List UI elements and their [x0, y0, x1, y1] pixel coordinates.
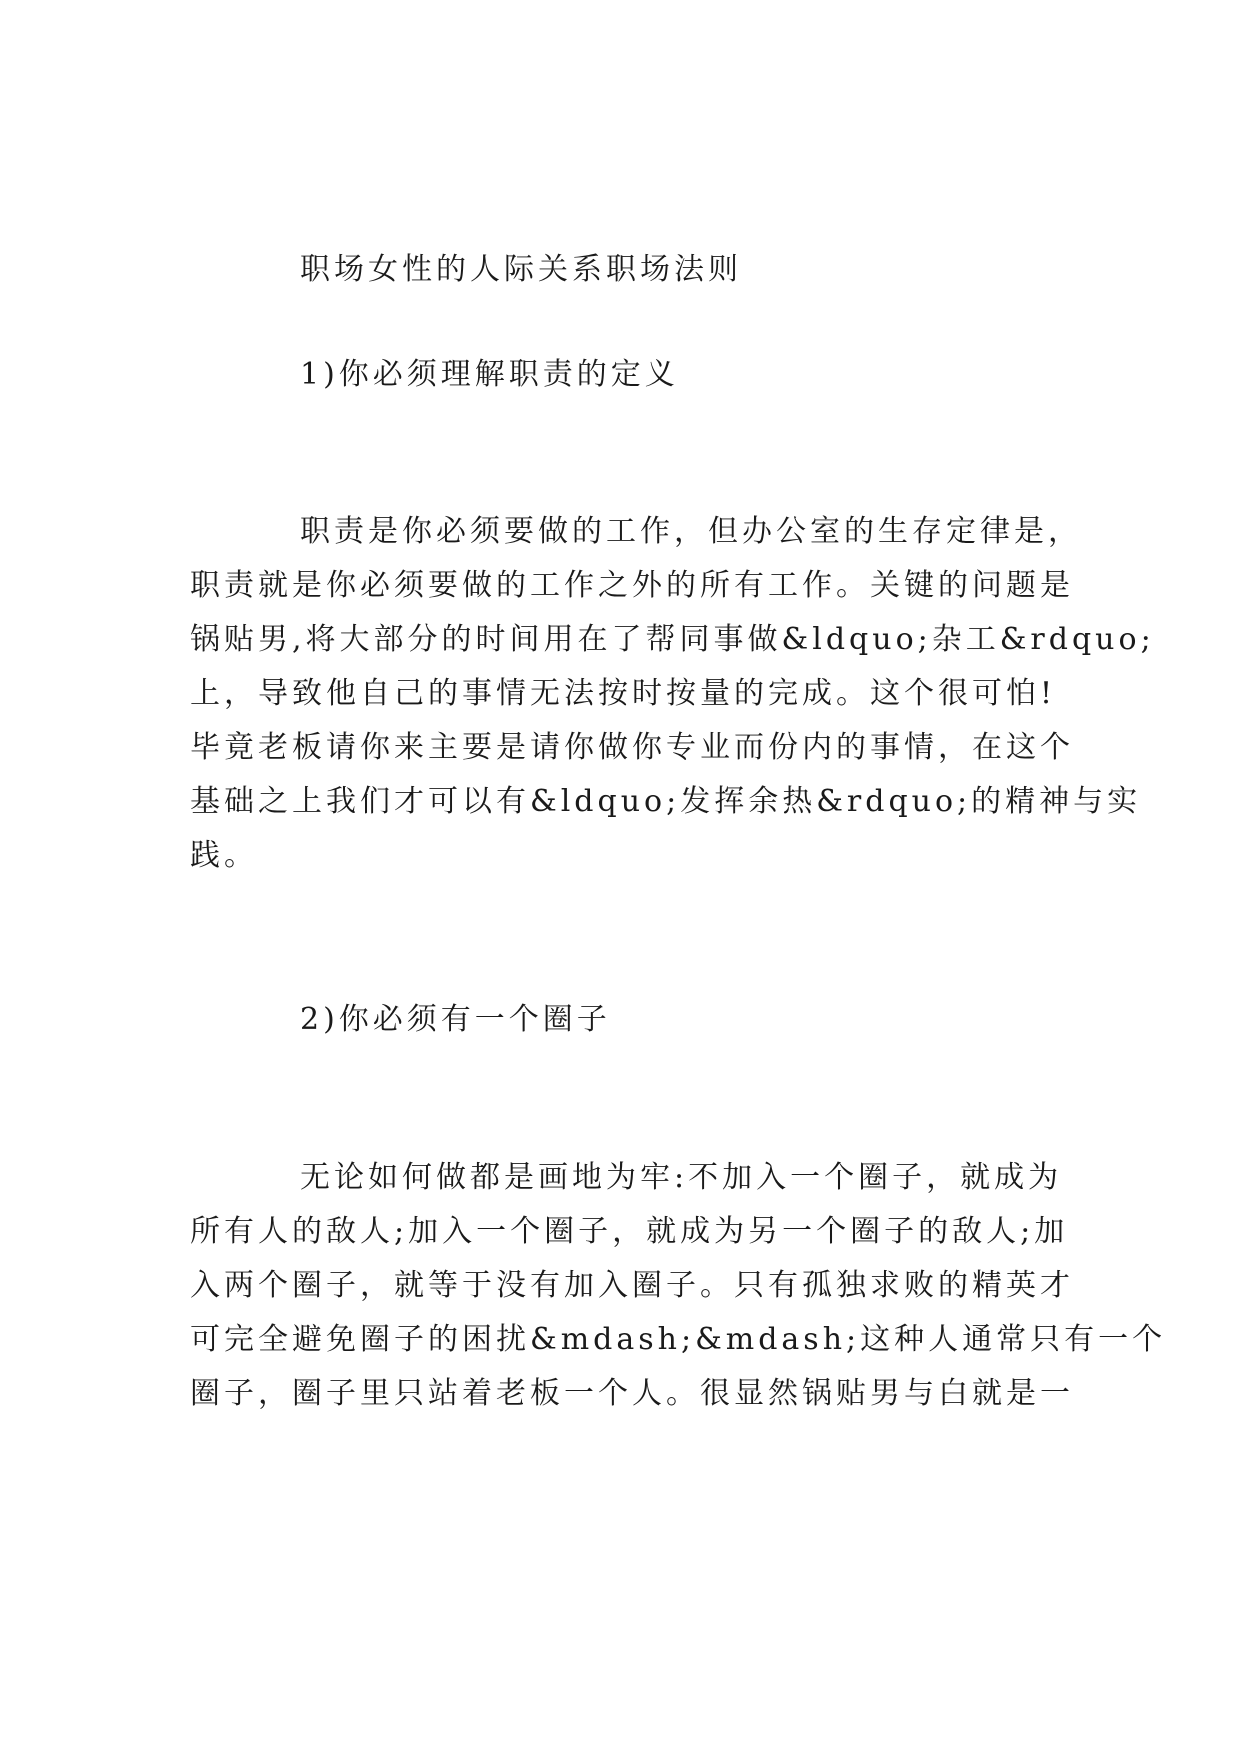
section-2-heading: 2)你必须有一个圈子: [300, 1002, 611, 1037]
section-1-paragraph-line: 职责是你必须要做的工作，但办公室的生存定律是，: [300, 514, 1082, 549]
section-1-paragraph-line: 职责就是你必须要做的工作之外的所有工作。关键的问题是: [190, 568, 1074, 603]
section-1-heading: 1)你必须理解职责的定义: [300, 357, 679, 392]
document-title: 职场女性的人际关系职场法则: [300, 252, 742, 287]
section-2-paragraph-line: 无论如何做都是画地为牢:不加入一个圈子，就成为: [300, 1160, 1063, 1195]
section-1-paragraph-line: 基础之上我们才可以有&ldquo;发挥余热&rdquo;的精神与实: [190, 784, 1142, 819]
section-2-paragraph-line: 所有人的敌人;加入一个圈子，就成为另一个圈子的敌人;加: [190, 1214, 1069, 1249]
section-1-paragraph-line: 锅贴男,将大部分的时间用在了帮同事做&ldquo;杂工&rdquo;: [190, 622, 1155, 657]
section-1-paragraph-line: 践。: [190, 838, 258, 873]
section-2-paragraph-line: 可完全避免圈子的困扰&mdash;&mdash;这种人通常只有一个: [190, 1322, 1167, 1357]
section-2-paragraph-line: 入两个圈子，就等于没有加入圈子。只有孤独求败的精英才: [190, 1268, 1074, 1303]
section-1-paragraph-line: 毕竟老板请你来主要是请你做你专业而份内的事情，在这个: [190, 730, 1074, 765]
section-2-paragraph-line: 圈子，圈子里只站着老板一个人。很显然锅贴男与白就是一: [190, 1376, 1074, 1411]
section-1-paragraph-line: 上，导致他自己的事情无法按时按量的完成。这个很可怕!: [190, 676, 1057, 711]
